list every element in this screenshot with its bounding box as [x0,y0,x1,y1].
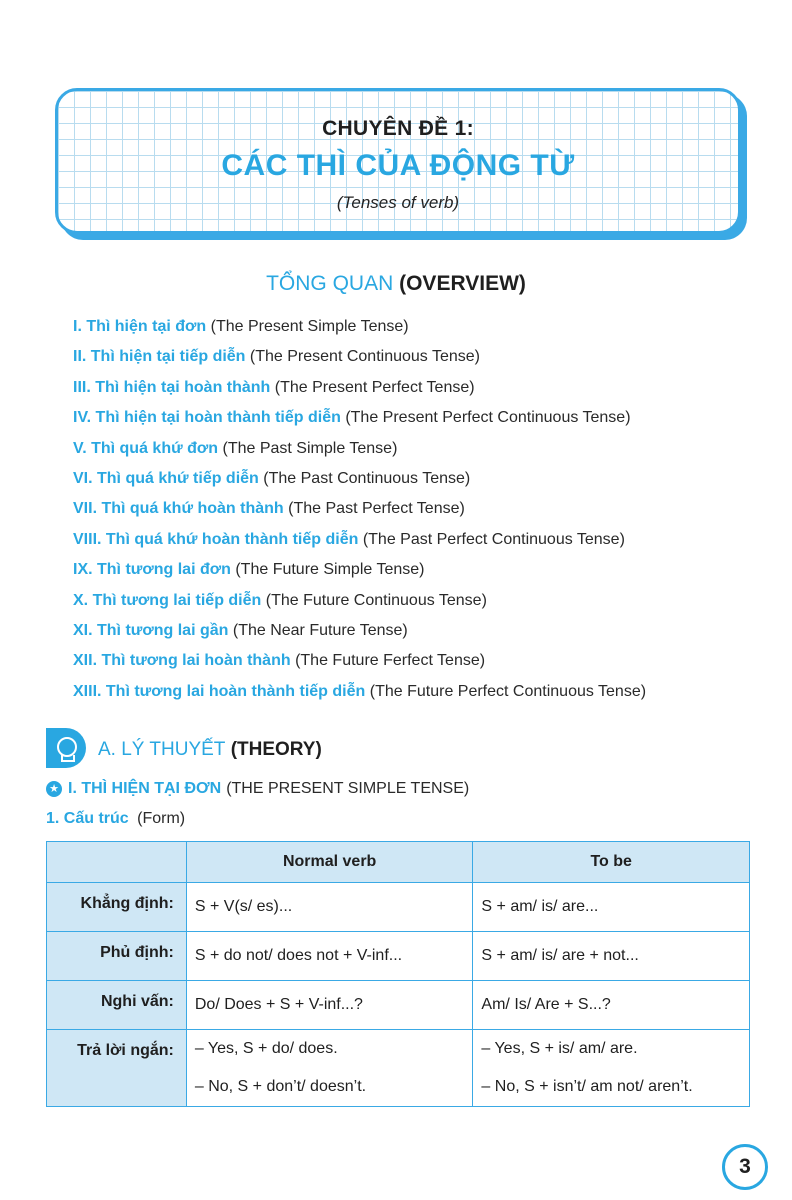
tense-en: (The Present Perfect Continuous Tense) [345,409,631,427]
tense-vn: XI. Thì tương lai gần [73,621,229,639]
to-be-cell [473,1030,750,1107]
tense-item [73,680,646,710]
table-row [47,932,750,981]
page-number: 3 [722,1144,768,1190]
table-header: To be [473,842,750,883]
form-heading-vi: 1. Cấu trúc [46,810,129,827]
tense-vn: II. Thì hiện tại tiếp diễn [73,348,246,366]
tense-item [73,437,646,467]
section-heading [46,780,469,798]
tense-en: (The Past Simple Tense) [222,439,398,457]
tense-item [73,619,646,649]
overview-heading-vi: TỔNG QUAN [266,272,394,295]
tense-vn: VI. Thì quá khứ tiếp diễn [73,469,259,487]
tense-item [73,315,646,345]
title-box [55,88,741,234]
tense-en: (The Present Perfect Tense) [274,378,475,396]
tense-item [73,467,646,497]
tense-en: (The Future Ferfect Tense) [295,652,486,670]
to-be-cell: S + am/ is/ are... [473,883,750,932]
row-label: Phủ định: [47,932,187,981]
answer-line: – Yes, S + do/ does. [194,1040,338,1057]
topic-subtitle: (Tenses of verb) [336,193,460,212]
tense-en: (The Future Continuous Tense) [265,591,487,609]
answer-line: – No, S + isn’t/ am not/ aren’t. [481,1078,693,1095]
tense-en: (The Past Perfect Continuous Tense) [362,530,625,548]
tense-vn: X. Thì tương lai tiếp diễn [73,591,262,609]
answer-line: – No, S + don’t/ doesn’t. [194,1078,367,1095]
normal-verb-cell: S + do not/ does not + V-inf... [186,932,473,981]
tense-en: (The Past Continuous Tense) [263,469,471,487]
normal-verb-cell [186,1030,473,1107]
tense-vn: VII. Thì quá khứ hoàn thành [73,500,284,518]
form-table [46,841,750,1107]
row-label: Khẳng định: [47,883,187,932]
tense-vn: IV. Thì hiện tại hoàn thành tiếp diễn [73,409,341,427]
topic-title: CÁC THÌ CỦA ĐỘNG TỪ [221,149,575,182]
tense-en: (The Future Simple Tense) [235,561,425,579]
theory-heading [46,724,322,772]
tense-item [73,528,646,558]
tense-list [73,315,646,710]
to-be-cell: Am/ Is/ Are + S...? [473,981,750,1030]
table-header: Normal verb [186,842,473,883]
tense-item [73,376,646,406]
table-row [47,981,750,1030]
tense-item [73,589,646,619]
tense-en: (The Present Continuous Tense) [249,348,480,366]
normal-verb-cell: Do/ Does + S + V-inf...? [186,981,473,1030]
star-icon: ★ [46,781,62,797]
row-label: Trả lời ngắn: [47,1030,187,1107]
tense-item [73,345,646,375]
tense-en: (The Present Simple Tense) [210,318,409,335]
section-title-vi: I. THÌ HIỆN TẠI ĐƠN [68,780,222,797]
normal-verb-cell: S + V(s/ es)... [186,883,473,932]
tense-vn: V. Thì quá khứ đơn [73,439,219,457]
tense-en: (The Near Future Tense) [232,621,408,639]
table-header [47,842,187,883]
topic-number: CHUYÊN ĐỀ 1: [322,117,474,140]
tense-vn: XII. Thì tương lai hoàn thành [73,652,291,670]
tense-vn: III. Thì hiện tại hoàn thành [73,378,271,396]
tense-item [73,649,646,679]
tense-en: (The Past Perfect Tense) [288,500,465,518]
theory-title-en: (THEORY) [230,739,322,760]
tense-item [73,497,646,527]
tense-vn: I. Thì hiện tại đơn [73,318,207,335]
tense-en: (The Future Perfect Continuous Tense) [369,682,647,700]
overview-heading [0,272,792,296]
form-heading-en: (Form) [137,810,186,827]
lightbulb-icon [46,728,86,768]
form-heading [46,810,185,828]
tense-vn: VIII. Thì quá khứ hoàn thành tiếp diễn [73,530,359,548]
tense-vn: XIII. Thì tương lai hoàn thành tiếp diễn [73,682,366,700]
to-be-cell: S + am/ is/ are + not... [473,932,750,981]
theory-title-vi: A. LÝ THUYẾT [98,739,226,760]
table-row [47,1030,750,1107]
row-label: Nghi vấn: [47,981,187,1030]
section-title-en: (THE PRESENT SIMPLE TENSE) [226,780,470,797]
table-row [47,883,750,932]
tense-item [73,406,646,436]
theory-title [98,739,322,761]
answer-line: – Yes, S + is/ am/ are. [481,1040,638,1057]
tense-item [73,558,646,588]
tense-vn: IX. Thì tương lai đơn [73,561,231,579]
overview-heading-en: (OVERVIEW) [399,272,526,295]
